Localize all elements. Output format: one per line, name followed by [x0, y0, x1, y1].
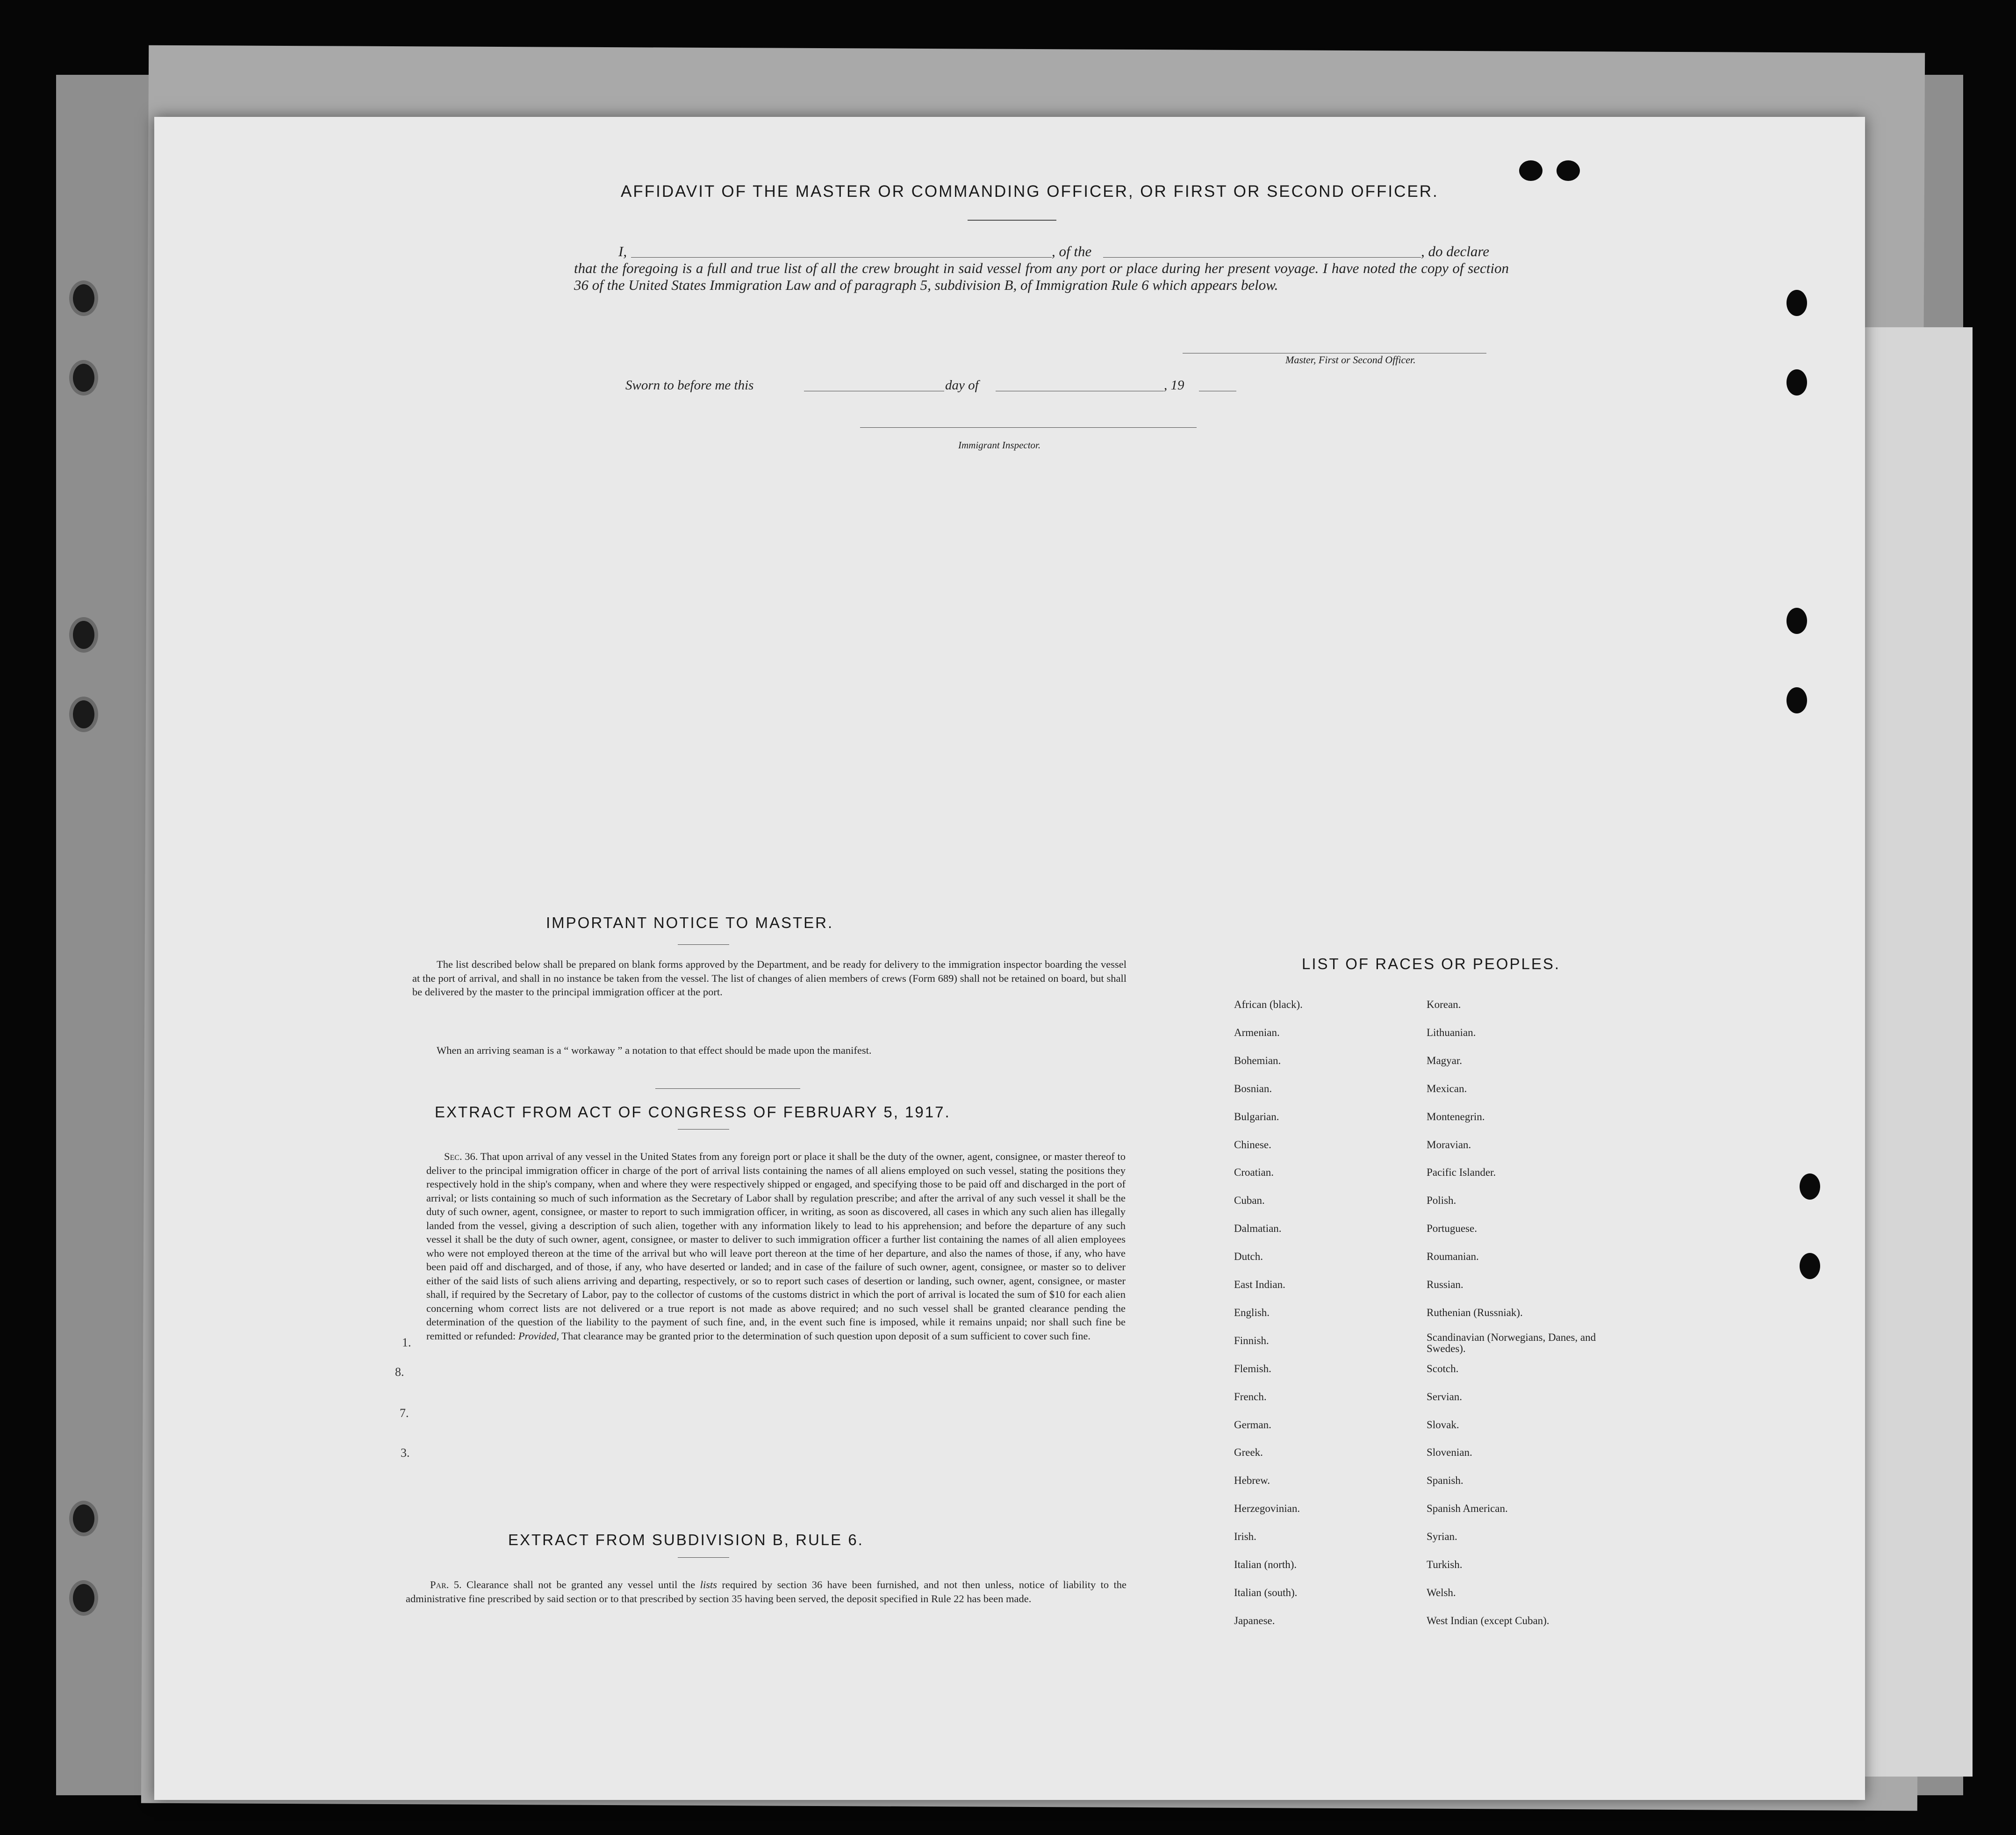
race-item: English. [1234, 1306, 1270, 1318]
race-item: Armenian. [1234, 1026, 1280, 1038]
par-label: Par. 5. [430, 1579, 462, 1590]
punch-hole [1786, 369, 1807, 396]
race-item: Roumanian. [1427, 1251, 1479, 1263]
race-item: Finnish. [1234, 1334, 1269, 1346]
race-item: Lithuanian. [1427, 1026, 1476, 1038]
extract-rule-title: EXTRACT FROM SUBDIVISION B, RULE 6. [508, 1531, 864, 1548]
divider [678, 1557, 729, 1558]
race-item: Welsh. [1427, 1586, 1456, 1598]
inspector-line [860, 427, 1197, 428]
margin-mark: 3. [401, 1446, 410, 1460]
race-item: Greek. [1234, 1446, 1263, 1459]
race-item: Italian (south). [1234, 1586, 1298, 1598]
race-item: Bosnian. [1234, 1082, 1272, 1094]
margin-mark: 1. [402, 1336, 411, 1349]
race-item: Hebrew. [1234, 1475, 1270, 1487]
margin-mark: 8. [395, 1365, 404, 1379]
race-item: Pacific Islander. [1427, 1166, 1496, 1179]
race-item: East Indian. [1234, 1279, 1285, 1290]
punch-hole [1786, 687, 1807, 713]
race-item: Herzegovinian. [1234, 1503, 1300, 1515]
divider [968, 220, 1056, 221]
section-36-proviso: That clearance may be granted prior to the determination of such question upon deposit of a sum sufficient to cover such fine. [561, 1330, 1091, 1342]
race-item: Magyar. [1427, 1054, 1463, 1066]
race-item: Croatian. [1234, 1166, 1274, 1179]
race-item: Slovenian. [1427, 1446, 1472, 1459]
race-item: Bohemian. [1234, 1054, 1281, 1066]
vessel-line [1103, 257, 1421, 258]
affidavit-of-the-label: , of the [1052, 243, 1092, 259]
race-item: Chinese. [1234, 1138, 1271, 1151]
race-item: African (black). [1234, 999, 1303, 1010]
race-item: Korean. [1427, 999, 1461, 1010]
day-of-label: day of [945, 378, 979, 393]
race-item: Moravian. [1427, 1138, 1471, 1151]
year-label: , 19 [1164, 378, 1184, 393]
provided-label: Provided, [518, 1330, 560, 1342]
race-item: Turkish. [1427, 1559, 1463, 1570]
sworn-label: Sworn to before me this [625, 378, 754, 393]
race-item: Slovak. [1427, 1418, 1459, 1431]
race-item: Montenegrin. [1427, 1110, 1485, 1123]
race-item: Russian. [1427, 1279, 1464, 1290]
race-item: Polish. [1427, 1195, 1456, 1207]
affidavit-do-declare: , do declare [1421, 243, 1490, 259]
race-item: French. [1234, 1390, 1267, 1403]
paragraph-5-text [406, 1578, 1126, 1605]
affidavit-title: AFFIDAVIT OF THE MASTER OR COMMANDING OFFICER, OR FIRST OR SECOND OFFICER. [621, 182, 1439, 201]
punch-hole [1557, 160, 1580, 181]
race-item: Syrian. [1427, 1531, 1457, 1543]
race-item: Italian (north). [1234, 1559, 1297, 1570]
race-item: Spanish American. [1427, 1503, 1508, 1515]
punch-hole [69, 1501, 98, 1536]
punch-hole [69, 281, 98, 316]
section-36-body: That upon arrival of any vessel in the United States from any foreign port or place it shall be the duty of the owner, agent, consignee, or master thereof to deliver to the principal immigration officer in charge of the port of arrival lists containing the names of all aliens employed on such vessel, stating the positions they respectively hold in the ship's company, when and where they were respectively shipped or engaged, and specifying those to be paid off and discharged in the port of arrival; or lists containing so much of such information as the Secretary of Labor shall by regulation prescribe; and after the arrival of any such vessel it shall be the duty of such owner, agent, consignee, or master to report to such immigration officer, in writing, as soon as discovered, all cases in which any such alien has illegally landed from the vessel, giving a description of such alien, together with any information likely to lead to his apprehension; and before the departure of any such vessel it shall be the duty of such owner, agent, consignee, or master to deliver to such immigration officer a further list containing the names of all alien employees who were not employed thereon at the time of the arrival but who will leave port thereon at the time of her departure, and also the names of those, if any, who have been paid off and discharged, and of those, if any, who have deserted or landed; and in case of the failure of such owner, agent, consignee, or master so to deliver either of the said lists of such aliens arriving and departing, respectively, or so to report such cases of desertion or landing, such owner, agent, consignee, or master shall, if required by the Secretary of Labor, pay to the collector of customs of the customs district in which the port of arrival is located the sum of $10 for each alien concerning whom correct lists are not delivered or a true report is not made as above required; and no such vessel shall be granted clearance pending the determination of the question of the liability to the payment of such fine, and, in the event such fine is imposed, while it remains unpaid; nor shall such fine be remitted or refunded: [426, 1151, 1126, 1342]
punch-hole [69, 360, 98, 396]
affidavit-body: that the foregoing is a full and true list of all the crew brought in said vessel from any port or place during her present voyage. I have noted the copy of section 36 of the United States Immigration Law and of paragraph 5, subdivision B, of Immigration Rule 6 which appears below. [574, 260, 1509, 293]
punch-hole [1800, 1173, 1820, 1200]
race-item: Ruthenian (Russniak). [1427, 1306, 1523, 1318]
races-title: LIST OF RACES OR PEOPLES. [1302, 955, 1561, 972]
extract-act-title: EXTRACT FROM ACT OF CONGRESS OF FEBRUARY 5, 1917. [435, 1103, 951, 1121]
race-item: Cuban. [1234, 1195, 1265, 1207]
race-item: Mexican. [1427, 1082, 1467, 1094]
race-item: Scandinavian (Norwegians, Danes, and Swedes). [1427, 1331, 1596, 1354]
punch-hole [69, 617, 98, 653]
punch-hole [1786, 608, 1807, 634]
race-item: Dalmatian. [1234, 1223, 1282, 1235]
punch-hole [1786, 290, 1807, 316]
signature-label: Master, First or Second Officer. [1285, 354, 1416, 366]
divider [678, 1129, 729, 1130]
par-5-body-a: Clearance shall not be granted any vessel until the [466, 1579, 696, 1590]
manifest-page [154, 117, 1865, 1800]
lists-word: lists [700, 1579, 717, 1590]
section-label: Sec. 36. [444, 1151, 478, 1162]
section-36-text [426, 1150, 1126, 1343]
race-item: Irish. [1234, 1531, 1256, 1543]
divider [678, 944, 729, 945]
race-item: Bulgarian. [1234, 1110, 1279, 1123]
par-5-body-b: required by section 36 have been furnished, and not then unless, notice of liability to the administrative fine prescribed by said section or to that prescribed by section 35 having been served, the deposit specified in Rule 22 has been made. [406, 1579, 1127, 1605]
race-item: West Indian (except Cuban). [1427, 1614, 1550, 1626]
race-item: Dutch. [1234, 1251, 1263, 1263]
punch-hole [1800, 1253, 1820, 1279]
affidavit-i-label: I, [618, 243, 627, 259]
inspector-label: Immigrant Inspector. [958, 439, 1041, 451]
punch-hole [1519, 160, 1542, 181]
name-line [631, 257, 1052, 258]
notice-title: IMPORTANT NOTICE TO MASTER. [546, 914, 834, 931]
punch-hole [69, 697, 98, 732]
race-item: Scotch. [1427, 1362, 1459, 1374]
divider [655, 1088, 800, 1089]
notice-paragraph-2: When an arriving seaman is a “ workaway ” a notation to that effect should be made upon the manifest. [437, 1044, 872, 1056]
punch-hole [69, 1580, 98, 1616]
race-item: Flemish. [1234, 1362, 1271, 1374]
race-item: Portuguese. [1427, 1223, 1477, 1235]
race-item: Japanese. [1234, 1614, 1275, 1626]
race-item: German. [1234, 1418, 1271, 1431]
notice-paragraph-1: The list described below shall be prepared on blank forms approved by the Department, and be ready for delivery to the immigration inspector boarding the vessel at the port of arrival, and shall in no instance be taken from the vessel. The list of changes of alien members of crews (Form 689) shall not be retained on board, but shall be delivered by the master to the principal immigration officer at the port. [412, 958, 1126, 998]
margin-mark: 7. [400, 1406, 409, 1420]
race-item: Servian. [1427, 1390, 1463, 1403]
race-item: Spanish. [1427, 1475, 1464, 1487]
